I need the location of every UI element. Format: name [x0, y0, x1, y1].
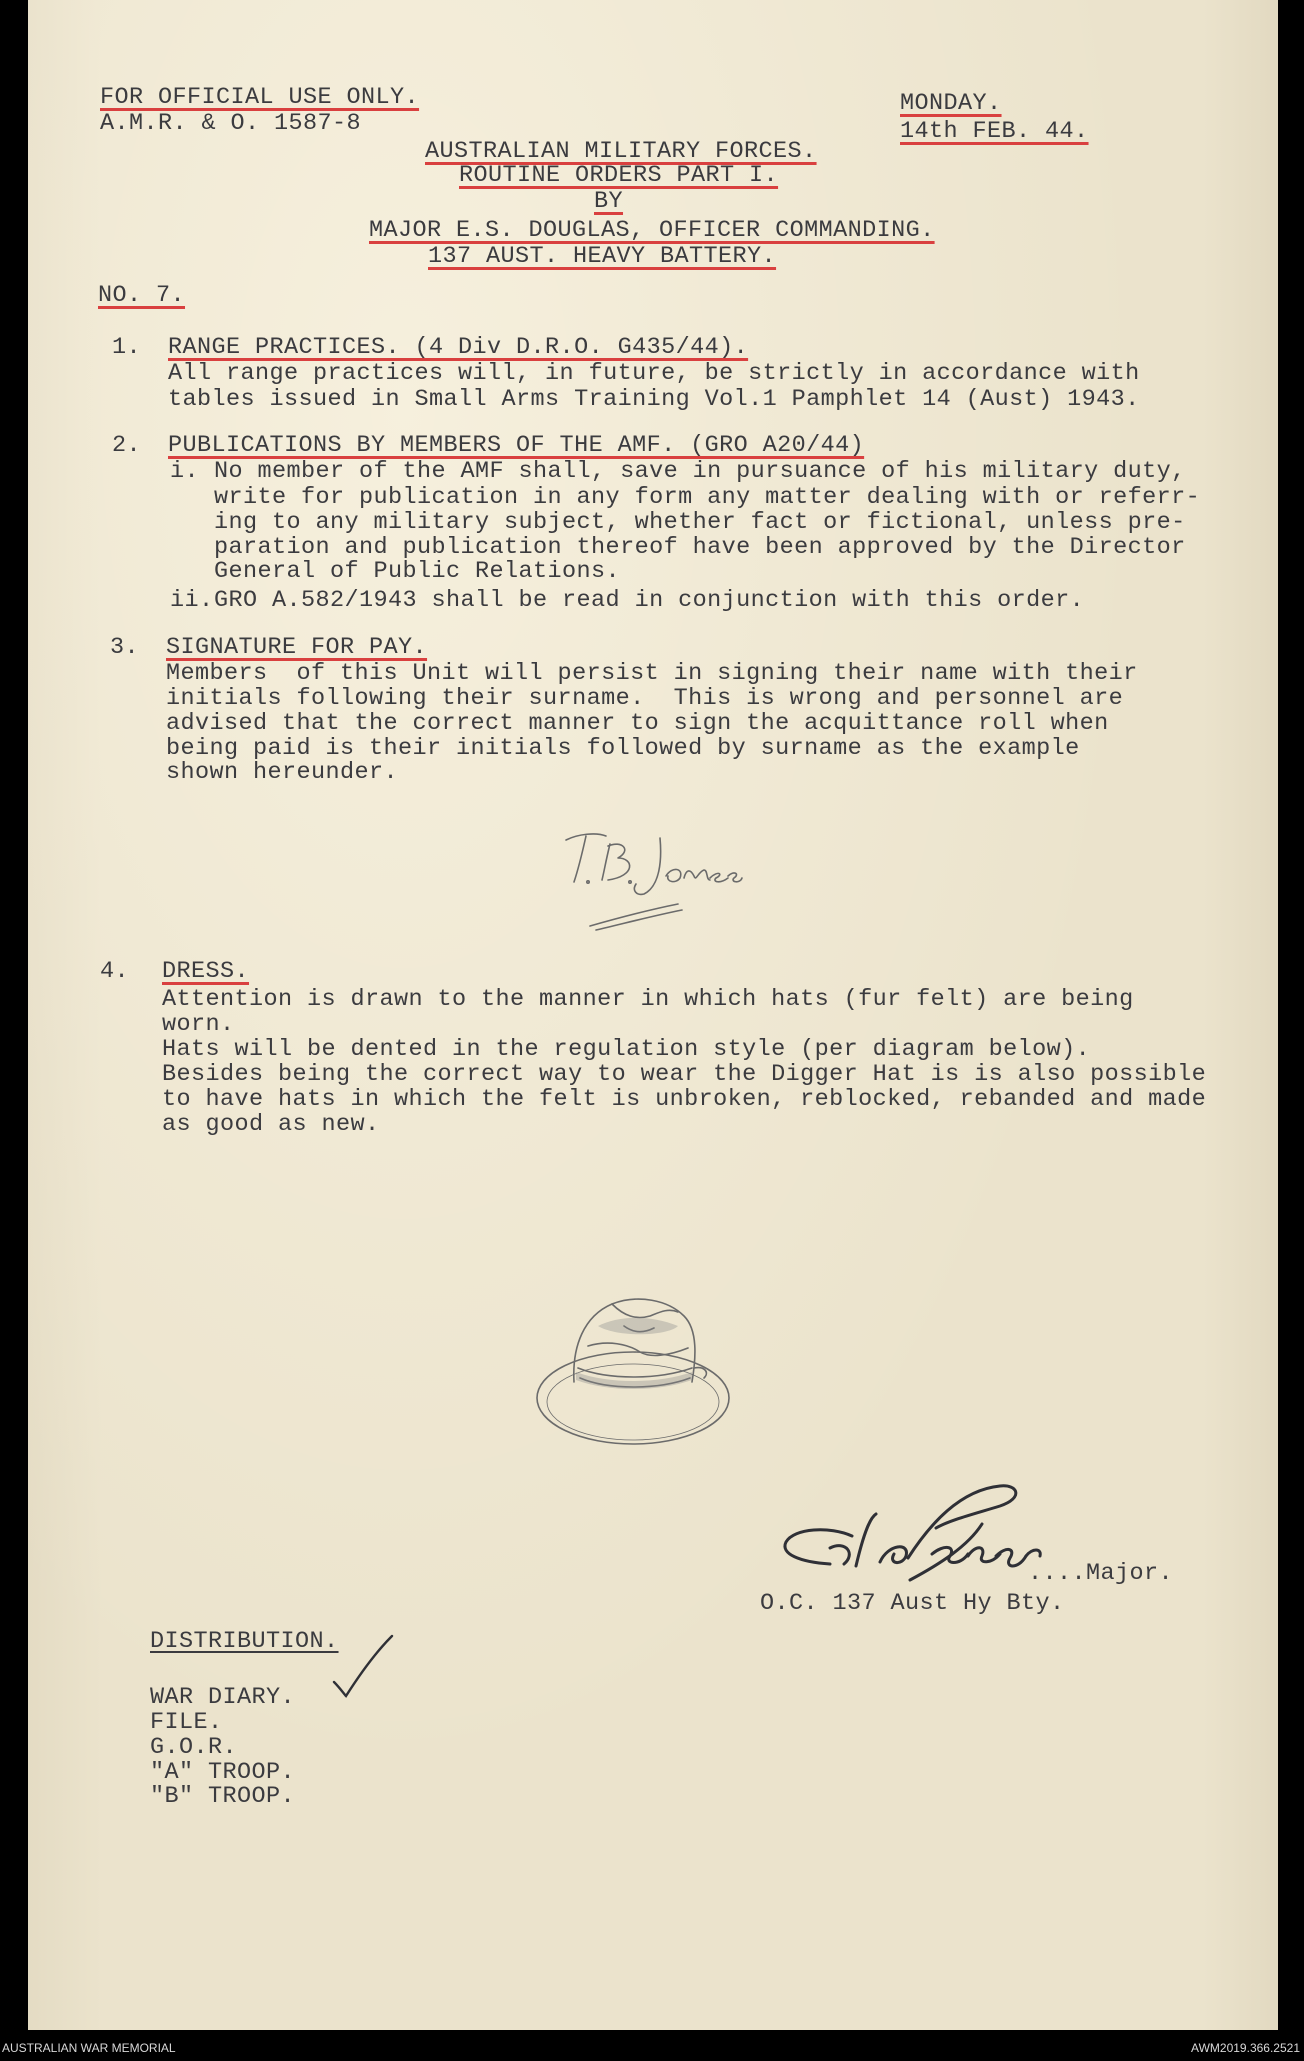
item-2-sub-i-line-2: write for publication in any form any matter dealing with or referr-	[214, 484, 1201, 511]
distribution-heading: DISTRIBUTION.	[150, 1628, 339, 1655]
document-page	[28, 0, 1278, 2030]
distribution-item-5: "B" TROOP.	[150, 1783, 296, 1810]
signature-title: O.C. 137 Aust Hy Bty.	[760, 1590, 1065, 1617]
item-4-line-5: to have hats in which the felt is unbroken, reblocked, rebanded and made	[162, 1086, 1207, 1113]
item-4-line-3: Hats will be dented in the regulation style (per diagram below).	[162, 1036, 1091, 1063]
official-use-label: FOR OFFICIAL USE ONLY.	[100, 84, 420, 111]
title-line-2: ROUTINE ORDERS PART I.	[459, 162, 779, 189]
item-3-heading: SIGNATURE FOR PAY.	[166, 634, 428, 661]
item-4-number: 4.	[100, 958, 130, 985]
item-1-number: 1.	[112, 334, 142, 361]
item-4-line-6: as good as new.	[162, 1111, 380, 1138]
item-2-sub-ii-label: ii.	[170, 587, 214, 614]
item-3-line-4: being paid is their initials followed by surname as the example	[166, 735, 1080, 762]
distribution-item-3: G.O.R.	[150, 1734, 238, 1761]
item-1-line-2: tables issued in Small Arms Training Vol.1 Pamphlet 14 (Aust) 1943.	[168, 386, 1140, 413]
date-label: 14th FEB. 44.	[900, 118, 1089, 145]
item-2-sub-i-label: i.	[170, 458, 200, 485]
day-label: MONDAY.	[900, 90, 1002, 117]
title-line-5: 137 AUST. HEAVY BATTERY.	[428, 243, 777, 270]
item-4-line-4: Besides being the correct way to wear the Digger Hat is is also possible	[162, 1061, 1207, 1088]
distribution-item-4: "A" TROOP.	[150, 1759, 296, 1786]
item-2-sub-i-line-3: ing to any military subject, whether fact or fictional, unless pre-	[214, 509, 1186, 536]
title-line-1: AUSTRALIAN MILITARY FORCES.	[425, 138, 817, 165]
item-4-line-2: worn.	[162, 1011, 235, 1038]
item-2-sub-ii-text: GRO A.582/1943 shall be read in conjunction with this order.	[214, 587, 1085, 614]
order-number: NO. 7.	[98, 282, 186, 309]
item-2-heading: PUBLICATIONS BY MEMBERS OF THE AMF. (GRO A20/44)	[168, 432, 865, 459]
item-3-line-2: initials following their surname. This is wrong and personnel are	[166, 685, 1124, 712]
item-2-number: 2.	[112, 432, 142, 459]
title-line-4: MAJOR E.S. DOUGLAS, OFFICER COMMANDING.	[369, 217, 935, 244]
digger-hat-drawing	[528, 1286, 748, 1466]
title-line-3: BY	[594, 188, 624, 215]
item-1-line-1: All range practices will, in future, be strictly in accordance with	[168, 360, 1140, 387]
item-2-sub-i-line-5: General of Public Relations.	[214, 558, 621, 585]
checkmark-drawing	[330, 1630, 400, 1700]
item-3-line-3: advised that the correct manner to sign the acquittance roll when	[166, 710, 1109, 737]
amr-reference: A.M.R. & O. 1587-8	[100, 110, 362, 137]
item-2-sub-i-line-4: paration and publication thereof have been approved by the Director	[214, 534, 1186, 561]
archive-credit: AUSTRALIAN WAR MEMORIAL	[2, 2041, 176, 2055]
item-4-line-1: Attention is drawn to the manner in which hats (fur felt) are being	[162, 986, 1134, 1013]
item-2-sub-i-line-1: No member of the AMF shall, save in pursuance of his military duty,	[214, 458, 1186, 485]
example-signature-drawing	[548, 820, 768, 930]
item-4-heading: DRESS.	[162, 958, 250, 985]
distribution-item-2: FILE.	[150, 1709, 223, 1736]
signature-rank-suffix: ....Major.	[1028, 1560, 1174, 1587]
item-3-line-1: Members of this Unit will persist in signing their name with their	[166, 660, 1138, 687]
distribution-item-1: WAR DIARY.	[150, 1684, 296, 1711]
item-3-line-5: shown hereunder.	[166, 759, 399, 786]
archive-reference: AWM2019.366.2521	[1191, 2041, 1300, 2055]
item-3-number: 3.	[110, 634, 140, 661]
item-1-heading: RANGE PRACTICES. (4 Div D.R.O. G435/44).	[168, 334, 749, 361]
